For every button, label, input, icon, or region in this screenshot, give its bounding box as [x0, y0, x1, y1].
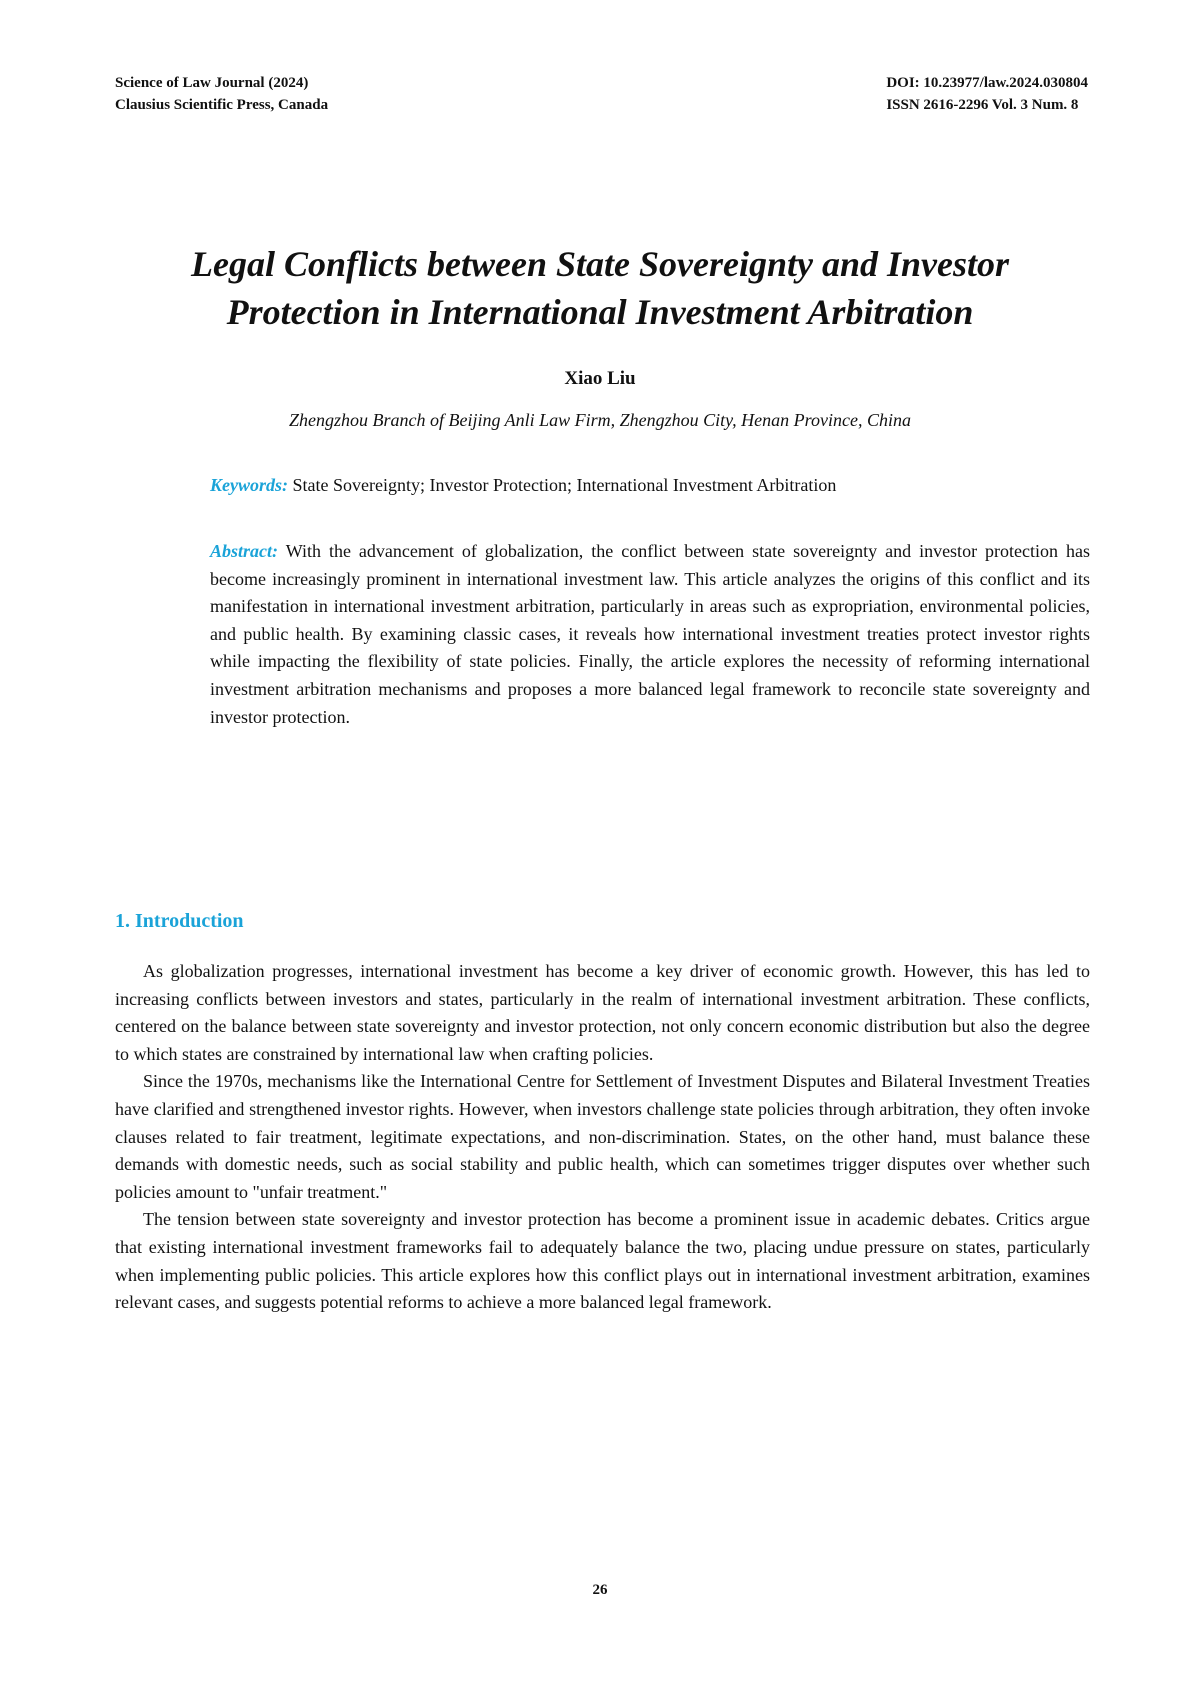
paragraph: As globalization progresses, international investment has become a key driver of economic growth. However, this has led to increasing conflicts between investors and states, particularly in the realm of international investment arbitration. These conflicts, centered on the balance between state sovereignty and investor protection, not only concern economic distribution but also the degree to which states are constrained by international law when crafting policies.: [115, 961, 1090, 1064]
title-line-2: Protection in International Investment Arbitration: [226, 292, 974, 332]
journal-header: [115, 72, 328, 116]
article-title: [100, 240, 1100, 336]
doi: DOI: 10.23977/law.2024.030804: [886, 75, 1088, 91]
publication-info: [886, 72, 1088, 116]
keywords-block: [210, 472, 1060, 498]
paragraph: Since the 1970s, mechanisms like the International Centre for Settlement of Investment Disputes and Bilateral Investment Treaties have clarified and strengthened investor rights. However, when investors challenge state policies through arbitration, they often invoke clauses related to fair treatment, legitimate expectations, and non-discrimination. States, on the other hand, must balance these demands with domestic needs, such as social stability and public health, which can sometimes trigger disputes over whether such policies amount to "unfair treatment.": [115, 1071, 1090, 1202]
page-number: 26: [592, 1582, 608, 1598]
author-name: Xiao Liu: [564, 368, 636, 389]
issn-volume: ISSN 2616-2296 Vol. 3 Num. 8: [886, 97, 1079, 113]
abstract-label: Abstract:: [210, 541, 279, 561]
abstract-text: With the advancement of globalization, the conflict between state sovereignty and investor protection has become increasingly prominent in international investment law. This article analyzes the origins of this conflict and its manifestation in international investment arbitration, particularly in areas such as expropriation, environmental policies, and public health. By examining classic cases, it reveals how international investment treaties protect investor rights while impacting the flexibility of state policies. Finally, the article explores the necessity of reforming international investment arbitration mechanisms and proposes a more balanced legal framework to reconcile state sovereignty and investor protection.: [210, 541, 1090, 727]
paragraph: The tension between state sovereignty and investor protection has become a prominent issue in academic debates. Critics argue that existing international investment frameworks fail to adequately balance the two, placing undue pressure on states, particularly when implementing public policies. This article explores how this conflict plays out in international investment arbitration, examines relevant cases, and suggests potential reforms to achieve a more balanced legal framework.: [115, 1209, 1090, 1313]
publisher: Clausius Scientific Press, Canada: [115, 97, 329, 113]
abstract-block: [210, 538, 1090, 731]
introduction-body: [115, 958, 1090, 1317]
keywords-label: Keywords:: [210, 475, 288, 495]
keywords-text: State Sovereignty; Investor Protection; International Investment Arbitration: [292, 475, 837, 495]
journal-name: Science of Law Journal (2024): [115, 75, 309, 91]
section-heading: 1. Introduction: [115, 910, 244, 932]
author-affiliation: Zhengzhou Branch of Beijing Anli Law Firm, Zhengzhou City, Henan Province, China: [289, 410, 911, 430]
title-line-1: Legal Conflicts between State Sovereignty and Investor: [191, 244, 1009, 284]
